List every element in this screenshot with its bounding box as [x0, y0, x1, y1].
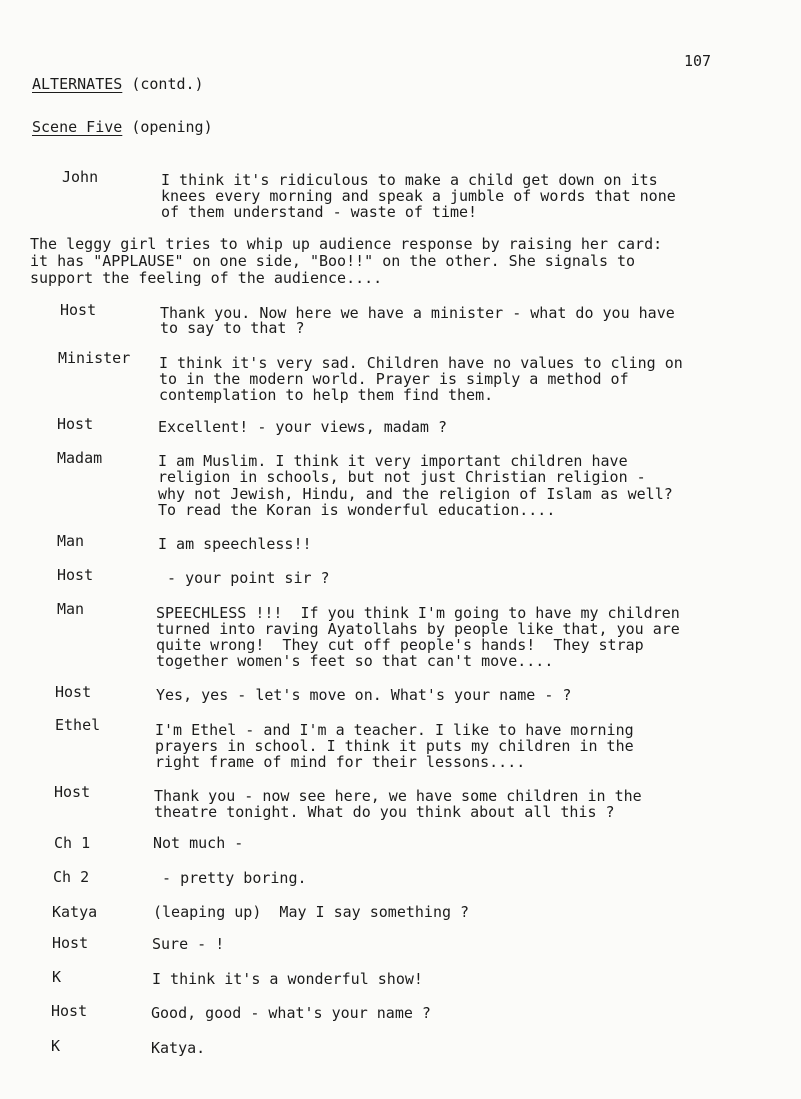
dialogue-line: Excellent! - your views, madam ?	[158, 418, 447, 436]
speaker-name: Ch 2	[53, 868, 90, 886]
speaker-name: Host	[55, 683, 92, 701]
scene-title: Scene Five	[32, 118, 123, 136]
dialogue-line: (leaping up) May I say something ?	[153, 903, 470, 921]
dialogue-line: contemplation to help them find them.	[159, 386, 494, 404]
stage-direction-line: support the feeling of the audience....	[30, 269, 383, 287]
section-heading	[32, 75, 204, 93]
stage-direction-line: it has "APPLAUSE" on one side, "Boo!!" on the other. She signals to	[30, 252, 636, 270]
dialogue-line: SPEECHLESS !!! If you think I'm going to have my children	[156, 604, 680, 622]
speaker-name: Host	[60, 301, 97, 319]
speaker-name: Madam	[57, 449, 103, 467]
speaker-name: Host	[51, 1002, 88, 1020]
speaker-name: K	[52, 968, 62, 986]
dialogue-line: - your point sir ?	[158, 569, 330, 587]
dialogue-line: to say to that ?	[160, 319, 305, 337]
dialogue-line: I think it's ridiculous to make a child get down on its	[161, 171, 658, 189]
dialogue-line: - pretty boring.	[153, 869, 307, 887]
speaker-name: Katya	[52, 903, 98, 921]
dialogue-line: of them understand - waste of time!	[161, 203, 478, 221]
dialogue-line: right frame of mind for their lessons....	[155, 753, 526, 771]
dialogue-line: together women's feet so that can't move....	[156, 652, 554, 670]
dialogue-line: knees every morning and speak a jumble of words that none	[161, 187, 676, 205]
speaker-name: Host	[57, 415, 94, 433]
dialogue-line: To read the Koran is wonderful education....	[158, 501, 556, 519]
dialogue-line: theatre tonight. What do you think about all this ?	[154, 803, 615, 821]
scene-suffix: (opening)	[122, 118, 213, 136]
dialogue-line: I think it's very sad. Children have no values to cling on	[159, 354, 683, 372]
dialogue-line: Thank you - now see here, we have some children in the	[154, 787, 642, 805]
dialogue-line: Thank you. Now here we have a minister - what do you have	[160, 304, 675, 322]
dialogue-line: why not Jewish, Hindu, and the religion of Islam as well?	[158, 485, 673, 503]
speaker-name: Man	[57, 532, 85, 550]
dialogue-line: I am speechless!!	[158, 535, 312, 553]
dialogue-line: Good, good - what's your name ?	[151, 1004, 431, 1022]
dialogue-line: I'm Ethel - and I'm a teacher. I like to have morning	[155, 721, 634, 739]
dialogue-line: Yes, yes - let's move on. What's your name - ?	[156, 686, 572, 704]
dialogue-line: turned into raving Ayatollahs by people like that, you are	[156, 620, 680, 638]
dialogue-line: religion in schools, but not just Christian religion -	[158, 468, 646, 486]
speaker-name: Ethel	[55, 716, 101, 734]
dialogue-line: Sure - !	[152, 935, 225, 953]
dialogue-line: to in the modern world. Prayer is simply a method of	[159, 370, 629, 388]
dialogue-line: Not much -	[153, 834, 244, 852]
dialogue-line: I think it's a wonderful show!	[152, 970, 423, 988]
section-title: ALTERNATES	[32, 75, 123, 93]
scene-heading	[32, 118, 213, 136]
dialogue-line: I am Muslim. I think it very important children have	[158, 452, 628, 470]
section-suffix: (contd.)	[122, 75, 204, 93]
dialogue-line: Katya.	[151, 1039, 206, 1057]
page-number: 107	[684, 52, 712, 70]
speaker-name: Man	[57, 600, 85, 618]
speaker-name: Host	[52, 934, 89, 952]
speaker-name: Host	[57, 566, 94, 584]
speaker-name: Ch 1	[54, 834, 91, 852]
speaker-name: Host	[54, 783, 91, 801]
dialogue-line: prayers in school. I think it puts my children in the	[155, 737, 634, 755]
speaker-name: K	[51, 1037, 61, 1055]
speaker-name: John	[62, 168, 99, 186]
stage-direction-line: The leggy girl tries to whip up audience response by raising her card:	[30, 235, 663, 253]
speaker-name: Minister	[58, 349, 131, 367]
dialogue-line: quite wrong! They cut off people's hands! They strap	[156, 636, 644, 654]
